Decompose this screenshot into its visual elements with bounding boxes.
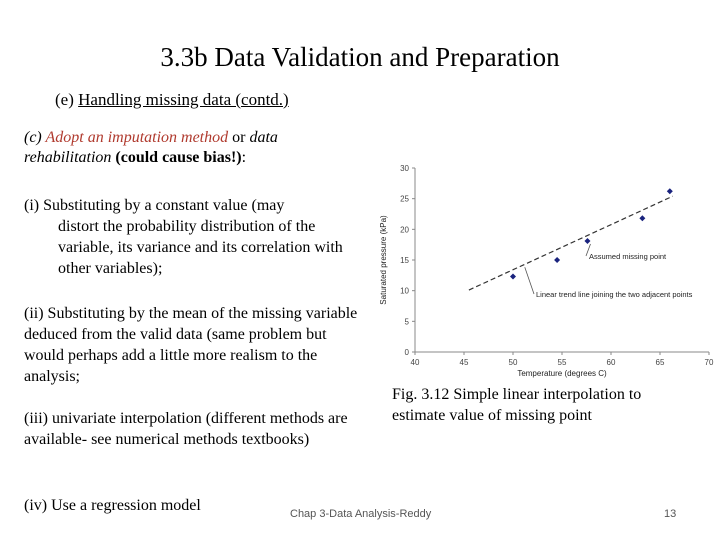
annotation-trend-line: Linear trend line joining the two adjacent points (536, 290, 693, 299)
x-axis-label: Temperature (degrees C) (517, 369, 607, 378)
data-point (510, 274, 516, 280)
subtitle-prefix: (e) (55, 90, 79, 109)
data-point (667, 188, 673, 194)
x-tick-label: 70 (704, 358, 714, 367)
x-tick-label: 40 (410, 358, 420, 367)
intro-data-rehabilitation: data rehabilitation (24, 129, 278, 166)
data-point (639, 215, 645, 221)
x-tick-label: 65 (655, 358, 665, 367)
y-tick-label: 25 (400, 194, 409, 204)
chart-ticks (400, 164, 714, 367)
bullet-item-1-continuation: distort the probability distribution of the variable, its variance and its correlation with other variables); (58, 218, 343, 277)
footer-text: Chap 3-Data Analysis-Reddy (290, 508, 432, 520)
annotation-leader-trend (525, 267, 534, 294)
bullet-item-4: (iv) Use a regression model (24, 497, 201, 514)
trend-line (469, 196, 673, 290)
figure-caption: Fig. 3.12 Simple linear interpolation to estimate value of missing point (392, 386, 642, 424)
y-tick-label: 15 (400, 256, 409, 265)
slide-title: 3.3b Data Validation and Preparation (160, 42, 560, 72)
subtitle-underlined: Handling missing data (contd.) (78, 90, 289, 109)
intro-imputation-highlight: Adopt an imputation method (45, 129, 229, 146)
y-tick-label: 5 (404, 317, 409, 327)
bullet-item-1-first-line: (i) Substituting by a constant value (may (24, 197, 285, 214)
y-tick-label: 30 (400, 164, 409, 173)
x-tick-label: 55 (557, 358, 567, 367)
intro-part-7: : (241, 149, 247, 166)
page-number: 13 (664, 508, 677, 520)
bullet-item-1 (24, 195, 364, 279)
y-tick-label: 0 (404, 348, 409, 357)
data-point (554, 257, 560, 263)
x-tick-label: 45 (459, 358, 469, 367)
y-axis-label: Saturated pressure (kPa) (379, 215, 388, 305)
chart-points (510, 188, 673, 279)
intro-part-3: or (228, 129, 250, 146)
intro-part-1: (c) (24, 129, 46, 146)
x-tick-label: 50 (508, 358, 518, 367)
annotation-missing-point: Assumed missing point (589, 252, 667, 261)
intro-paragraph (24, 128, 354, 168)
bullet-item-3: (iii) univariate interpolation (different methods are available- see numerical methods textbooks) (24, 410, 348, 448)
y-tick-label: 20 (400, 225, 409, 235)
interpolation-chart (372, 158, 717, 380)
bullet-item-2: (ii) Substituting by the mean of the missing variable deduced from the valid data (same problem but would perhaps add a little more realism to the analysis; (24, 305, 358, 385)
missing-data-point (584, 238, 590, 244)
y-tick-label: 10 (400, 286, 409, 296)
intro-bias-warning: (could cause bias!) (115, 149, 242, 166)
slide-subtitle (55, 90, 289, 110)
x-tick-label: 60 (606, 358, 616, 367)
